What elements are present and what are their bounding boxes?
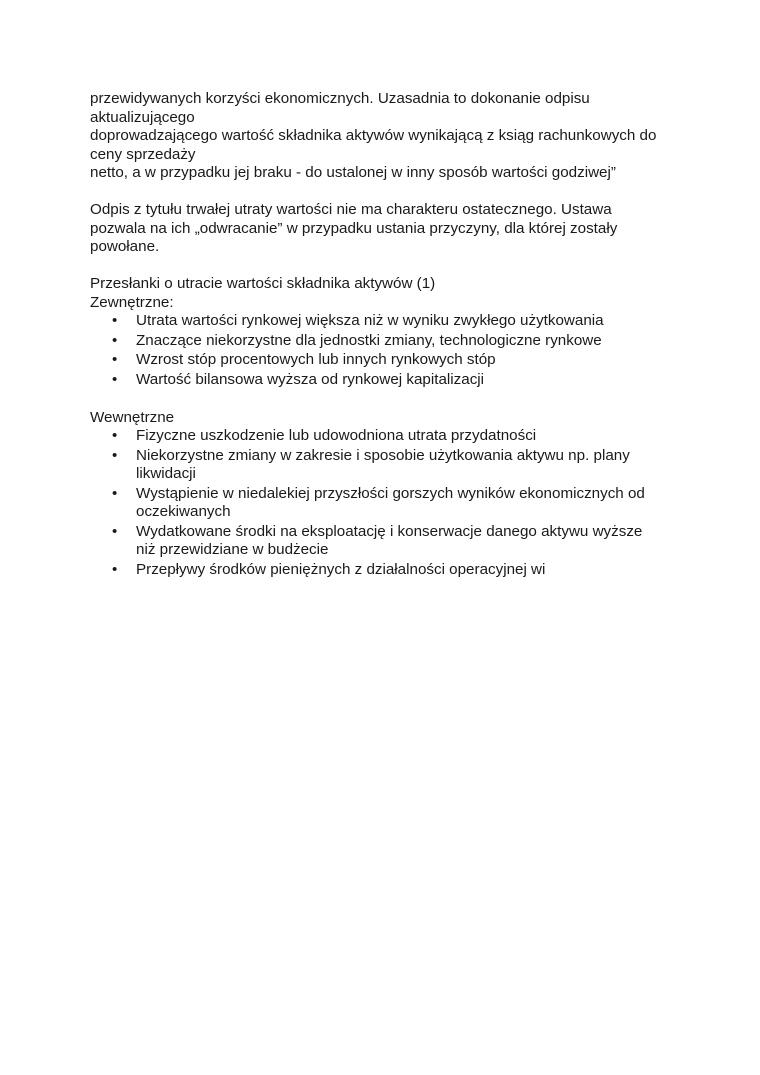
list-item-text: Wzrost stóp procentowych lub innych rynkowych stóp [136,351,496,368]
paragraph-spacer [90,390,690,409]
list-item-text: Fizyczne uszkodzenie lub udowodniona utrata przydatności [136,427,537,444]
list-item [90,332,690,351]
list-item-text: Wydatkowane środki na eksploatację i konserwacje danego aktywu wyższe [136,522,643,540]
internal-factors-list [90,427,690,579]
list-item-text-continuation: oczekiwanych [136,503,231,520]
list-item [90,312,690,331]
list-item [90,485,690,522]
bullet-icon: • [112,427,118,444]
list-item [90,561,690,580]
bullet-icon: • [112,560,118,578]
list-item-text: Znaczące niekorzystne dla jednostki zmiany, technologiczne rynkowe [136,331,602,349]
bullet-icon: • [112,351,118,368]
list-item-text: Utrata wartości rynkowej większa niż w wyniku zwykłego użytkowania [136,312,604,329]
paragraph-spacer [90,183,690,202]
section-heading: Przesłanki o utracie wartości składnika aktywów (1) [90,275,436,292]
internal-heading: Wewnętrzne [90,408,175,426]
list-item [90,427,690,446]
text-line: Odpis z tytułu trwałej utraty wartości nie ma charakteru ostatecznego. Ustawa [90,201,612,218]
external-heading: Zewnętrzne: [90,293,174,311]
bullet-icon: • [112,484,118,502]
text-line: netto, a w przypadku jej braku - do ustalonej w inny sposób wartości godziwej” [90,164,616,181]
paragraph-impairment-justification [90,90,690,183]
paragraph-spacer [90,257,690,276]
list-item-text-continuation: likwidacji [136,465,196,482]
list-item [90,447,690,484]
list-item [90,351,690,370]
bullet-icon: • [112,522,118,540]
text-line: aktualizującego [90,108,195,126]
bullet-icon: • [112,331,118,349]
text-line: doprowadzającego wartość składnika aktywów wynikającą z ksiąg rachunkowych do [90,127,657,144]
list-item-text: Przepływy środków pieniężnych z działalności operacyjnej wi [136,560,546,578]
text-line: ceny sprzedaży [90,145,196,163]
list-item-text-continuation: niż przewidziane w budżecie [136,541,329,558]
list-item-text: Wartość bilansowa wyższa od rynkowej kapitalizacji [136,370,485,388]
external-factors-list [90,312,690,389]
list-item-text: Niekorzystne zmiany w zakresie i sposobie użytkowania aktywu np. plany [136,446,630,464]
list-item [90,371,690,390]
text-line: pozwala na ich „odwracanie” w przypadku ustania przyczyny, dla której zostały [90,219,618,237]
paragraph-reversal [90,201,690,257]
list-item-text: Wystąpienie w niedalekiej przyszłości gorszych wyników ekonomicznych od [136,484,645,502]
bullet-icon: • [112,312,118,329]
list-item [90,523,690,560]
text-line: przewidywanych korzyści ekonomicznych. Uzasadnia to dokonanie odpisu [90,90,590,107]
text-line: powołane. [90,238,160,255]
bullet-icon: • [112,370,118,388]
bullet-icon: • [112,446,118,464]
document-page [90,90,690,580]
